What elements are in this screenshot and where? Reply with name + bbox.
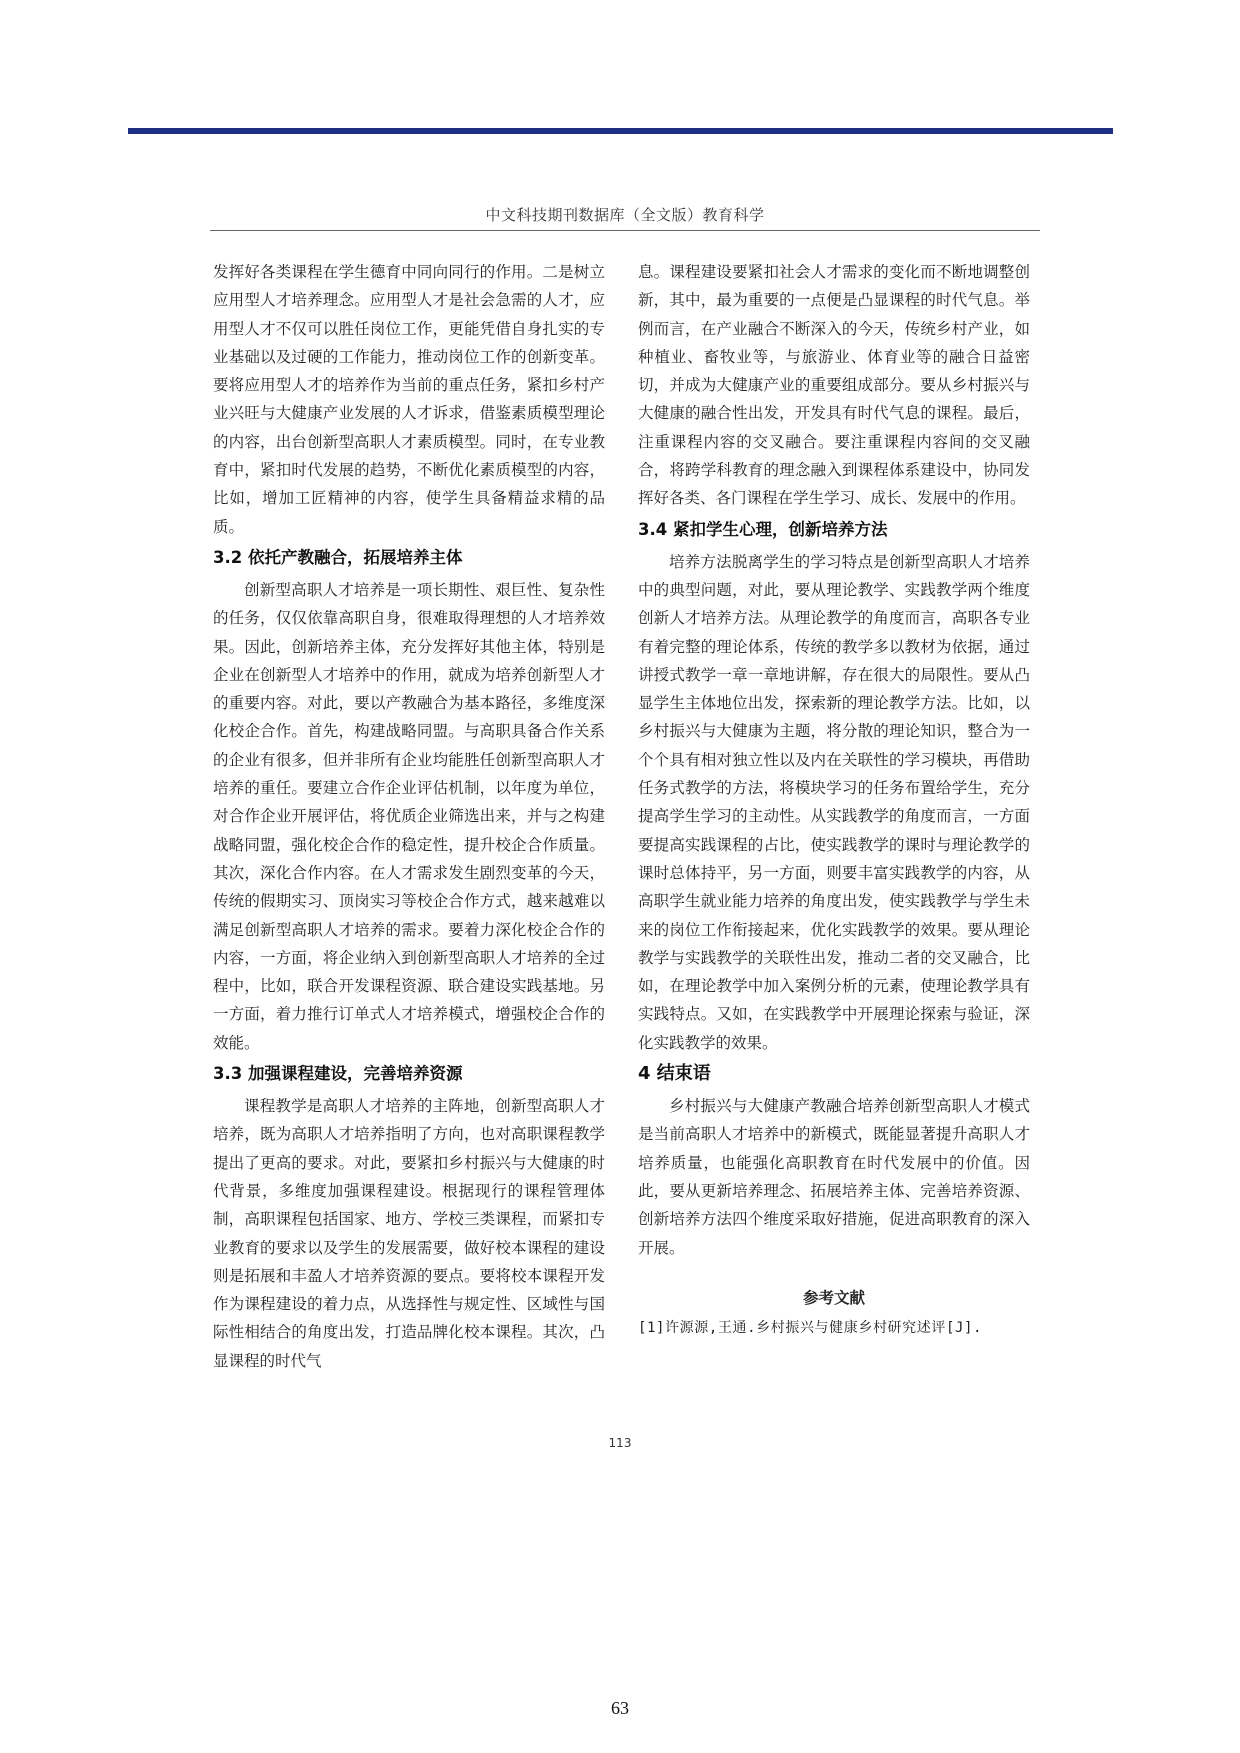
paragraph: 息。课程建设要紧扣社会人才需求的变化而不断地调整创新，其中，最为重要的一点便是凸显课程的时代气息。举例而言，在产业融合不断深入的今天，传统乡村产业，如种植业、畜牧业等，与旅游业、体育业等的融合日益密切，并成为大健康产业的重要组成部分。要从乡村振兴与大健康的融合性出发，开发具有时代气息的课程。最后，注重课程内容的交叉融合。要注重课程内容间的交叉融合，将跨学科教育的理念融入到课程体系建设中，协同发挥好各类、各门课程在学生学习、成长、发展中的作用。 <box>638 263 1030 508</box>
running-header: 中文科技期刊数据库（全文版）教育科学 <box>210 204 1040 231</box>
section-heading-4: 4 结束语 <box>638 1063 711 1085</box>
section-heading-3-2: 3.2 依托产教融合，拓展培养主体 <box>213 547 463 567</box>
right-column <box>638 258 1030 1342</box>
paragraph: 创新型高职人才培养是一项长期性、艰巨性、复杂性的任务，仅仅依靠高职自身，很难取得理想的人才培养效果。因此，创新培养主体，充分发挥好其他主体，特别是企业在创新型人才培养中的作用，就成为培养创新型人才的重要内容。对此，要以产教融合为基本路径，多维度深化校企合作。首先，构建战略同盟。与高职具备合作关系的企业有很多，但并非所有企业均能胜任创新型高职人才培养的重任。要建立合作企业评估机制，以年度为单位，对合作企业开展评估，将优质企业筛选出来，并与之构建战略同盟，强化校企合作的稳定性，提升校企合作质量。其次，深化合作内容。在人才需求发生剧烈变革的今天，传统的假期实习、顶岗实习等校企合作方式，越来越难以满足创新型高职人才培养的需求。要着力深化校企合作的内容，一方面，将企业纳入到创新型高职人才培养的全过程中，比如，联合开发课程资源、联合建设实践基地。另一方面，着力推行订单式人才培养模式，增强校企合作的效能。 <box>213 580 605 1052</box>
section-heading-3-4: 3.4 紧扣学生心理，创新培养方法 <box>638 519 888 539</box>
reference-item: [1]许源源,王通.乡村振兴与健康乡村研究述评[J]. <box>638 1320 983 1337</box>
page-number: 63 <box>611 1698 629 1718</box>
top-blue-rule <box>128 128 1113 134</box>
paragraph: 发挥好各类课程在学生德育中同向同行的作用。二是树立应用型人才培养理念。应用型人才是社会急需的人才，应用型人才不仅可以胜任岗位工作，更能凭借自身扎实的专业基础以及过硬的工作能力，推动岗位工作的创新变革。要将应用型人才的培养作为当前的重点任务，紧扣乡村产业兴旺与大健康产业发展的人才诉求，借鉴素质模型理论的内容，出台创新型高职人才素质模型。同时，在专业教育中，紧扣时代发展的趋势，不断优化素质模型的内容，比如，增加工匠精神的内容，使学生具备精益求精的品质。 <box>213 263 605 536</box>
section-heading-3-3: 3.3 加强课程建设，完善培养资源 <box>213 1064 463 1084</box>
paragraph: 课程教学是高职人才培养的主阵地，创新型高职人才培养，既为高职人才培养指明了方向，也对高职课程教学提出了更高的要求。对此，要紧扣乡村振兴与大健康的时代背景，多维度加强课程建设。根据现行的课程管理体制，高职课程包括国家、地方、学校三类课程，而紧扣专业教育的要求以及学生的发展需要，做好校本课程的建设则是拓展和丰盈人才培养资源的要点。要将校本课程开发作为课程建设的着力点，从选择性与规定性、区域性与国际性相结合的角度出发，打造品牌化校本课程。其次，凸显课程的时代气 <box>213 1097 605 1370</box>
inner-page-number: 113 <box>608 1436 632 1450</box>
references-title: 参考文献 <box>802 1288 865 1307</box>
paragraph: 乡村振兴与大健康产教融合培养创新型高职人才模式是当前高职人才培养中的新模式，既能显著提升高职人才培养质量，也能强化高职教育在时代发展中的价值。因此，要从更新培养理念、拓展培养主体、完善培养资源、创新培养方法四个维度采取好措施，促进高职教育的深入开展。 <box>638 1097 1030 1257</box>
paragraph: 培养方法脱离学生的学习特点是创新型高职人才培养中的典型问题，对此，要从理论教学、实践教学两个维度创新人才培养方法。从理论教学的角度而言，高职各专业有着完整的理论体系，传统的教学多以教材为依据，通过讲授式教学一章一章地讲解，存在很大的局限性。要从凸显学生主体地位出发，探索新的理论教学方法。比如，以乡村振兴与大健康为主题，将分散的理论知识，整合为一个个具有相对独立性以及内在关联性的学习模块，再借助任务式教学的方法，将模块学习的任务布置给学生，充分提高学生学习的主动性。从实践教学的角度而言，一方面要提高实践课程的占比，使实践教学的课时与理论教学的课时总体持平，另一方面，则要丰富实践教学的内容，从高职学生就业能力培养的角度出发，使实践教学与学生未来的岗位工作衔接起来，优化实践教学的效果。要从理论教学与实践教学的关联性出发，推动二者的交叉融合，比如，在理论教学中加入案例分析的元素，使理论教学具有实践特点。又如，在实践教学中开展理论探索与验证，深化实践教学的效果。 <box>638 552 1030 1052</box>
left-column <box>213 258 605 1375</box>
